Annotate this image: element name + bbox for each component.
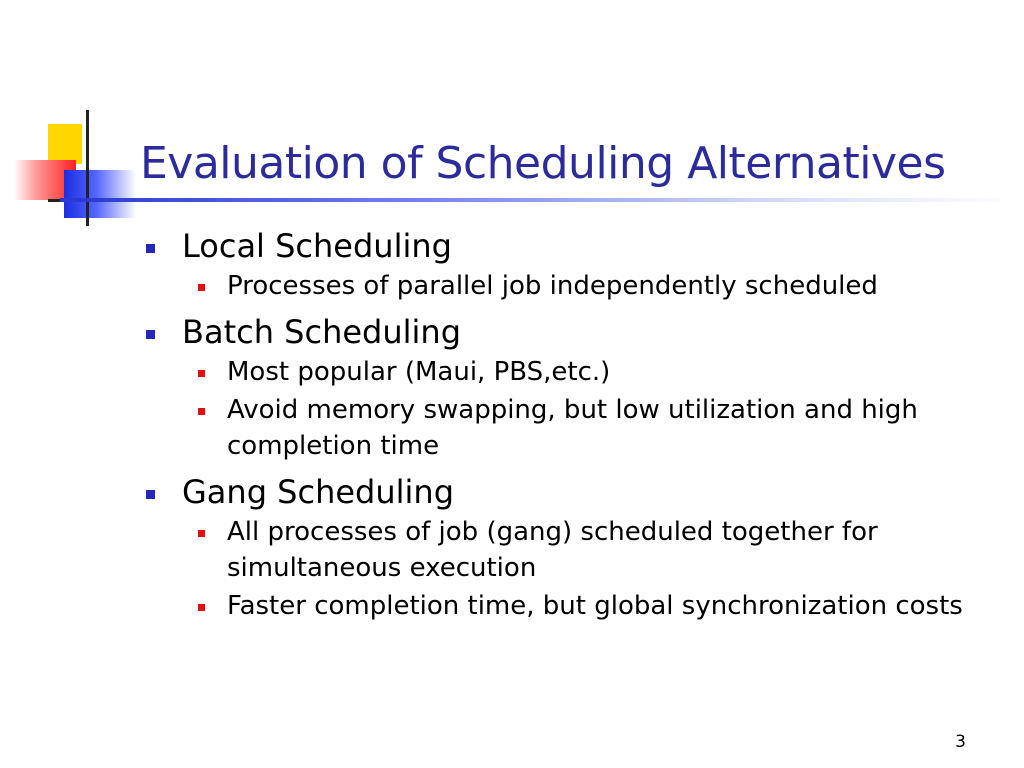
sub-bullet-square-icon <box>198 370 205 377</box>
logo-blue-square <box>64 170 136 218</box>
sub-bullet <box>182 268 1006 304</box>
bullet-square-icon <box>146 244 155 253</box>
sub-bullet <box>182 514 1006 586</box>
bullet-square-icon <box>146 490 155 499</box>
bullet-text: Local Scheduling <box>182 227 452 265</box>
sub-bullet <box>182 354 1006 390</box>
page-number: 3 <box>955 732 966 752</box>
title-underline <box>60 198 1016 202</box>
sub-bullet-square-icon <box>198 604 205 611</box>
sub-bullet-square-icon <box>198 408 205 415</box>
bullet-text: Gang Scheduling <box>182 473 455 511</box>
sub-bullet <box>182 392 1006 464</box>
sub-bullet-text: Processes of parallel job independently scheduled <box>227 271 878 301</box>
sub-bullet-text: Most popular (Maui, PBS,etc.) <box>227 357 611 387</box>
decorative-logo <box>0 0 140 240</box>
bullet-gang-scheduling <box>146 472 1006 512</box>
sub-bullet <box>182 588 1006 624</box>
bullet-batch-scheduling <box>146 312 1006 352</box>
slide-title: Evaluation of Scheduling Alternatives <box>140 138 946 189</box>
bullet-local-scheduling <box>146 226 1006 266</box>
logo-vertical-line <box>86 110 89 226</box>
sub-bullet-square-icon <box>198 530 205 537</box>
bullet-list <box>146 226 1006 624</box>
sub-bullet-text: Avoid memory swapping, but low utilization and high completion time <box>227 395 918 461</box>
logo-yellow-square <box>48 124 82 164</box>
bullet-square-icon <box>146 330 155 339</box>
sub-bullet-text: All processes of job (gang) scheduled together for simultaneous execution <box>227 517 878 583</box>
sub-bullet-text: Faster completion time, but global synchronization costs <box>227 591 963 621</box>
bullet-text: Batch Scheduling <box>182 313 461 351</box>
sub-bullet-square-icon <box>198 284 205 291</box>
